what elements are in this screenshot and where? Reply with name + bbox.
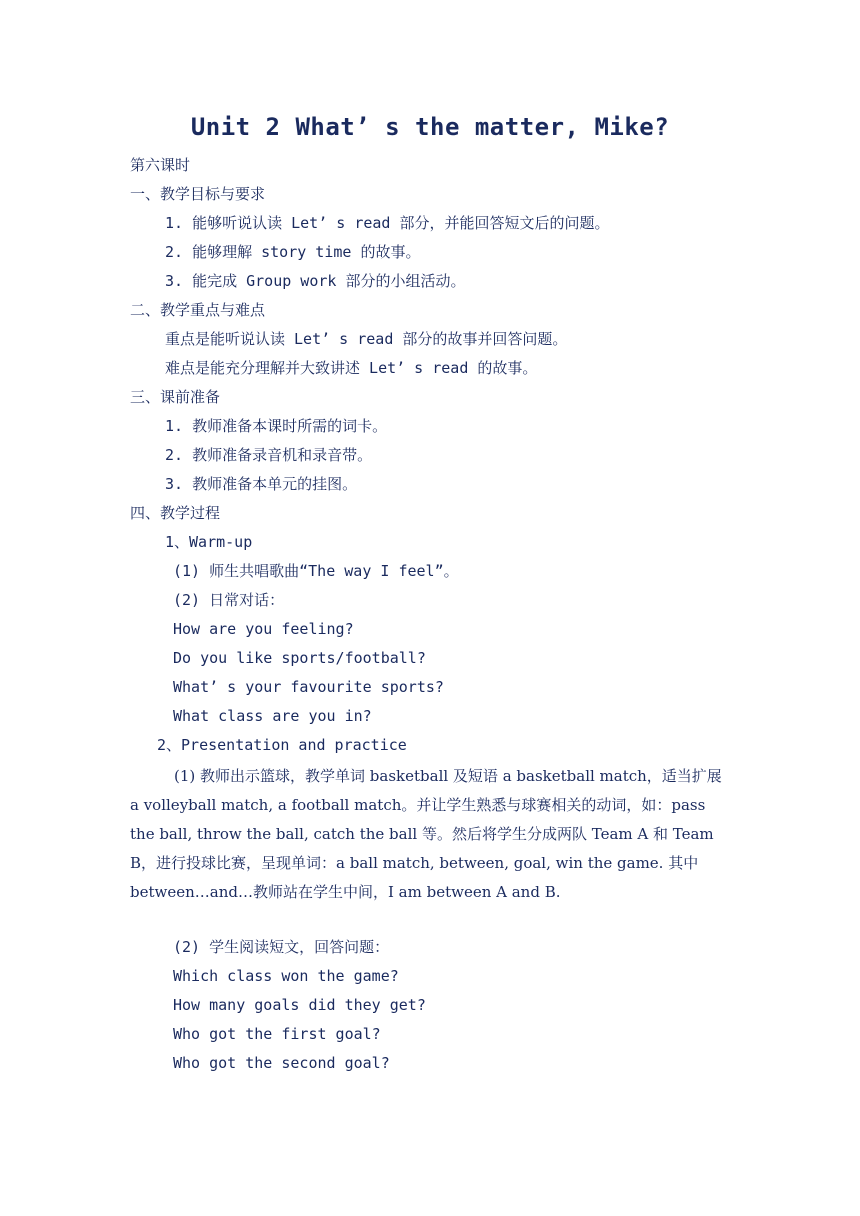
section-heading-process: 四、教学过程 [130, 504, 221, 522]
section-heading-key-points: 二、教学重点与难点 [130, 301, 266, 319]
warmup-dialogue-line: Do you like sports/football? [173, 649, 426, 667]
warmup-dialogue-line: How are you feeling? [173, 620, 354, 638]
reading-question: Who got the second goal? [173, 1054, 390, 1072]
warmup-dialogue-line: What’ s your favourite sports? [173, 678, 444, 696]
lesson-label: 第六课时 [130, 156, 191, 174]
presentation-paragraph: (1) 教师出示篮球，教学单词 basketball 及短语 a basketball match，适当扩展 a volleyball match, a football match。并让学生熟悉与球赛相关的动词，如：pass the ball, throw the ball, catch the ball 等。然后将学生分成两队 Team A 和 Team B，进行投球比赛，呈现单词：a ball match, between, goal, win the game. 其中 between…and…教师站在学生中间，I am between A and B. [130, 767, 722, 901]
key-point-item: 重点是能听说认读 Let’ s read 部分的故事并回答问题。 [165, 330, 568, 348]
subsection-heading-presentation: 2、Presentation and practice [157, 736, 407, 754]
subsection-heading-warmup: 1、Warm-up [165, 533, 253, 551]
preparation-item: 3. 教师准备本单元的挂图。 [165, 475, 358, 493]
warmup-item: (2) 日常对话： [173, 591, 285, 609]
reading-question: How many goals did they get? [173, 996, 426, 1014]
objective-item: 1. 能够听说认读 Let’ s read 部分，并能回答短文后的问题。 [165, 214, 610, 232]
key-point-item: 难点是能充分理解并大致讲述 Let’ s read 的故事。 [165, 359, 538, 377]
preparation-item: 1. 教师准备本课时所需的词卡。 [165, 417, 388, 435]
warmup-item: (1) 师生共唱歌曲“The way I feel”。 [173, 562, 459, 580]
objective-item: 3. 能完成 Group work 部分的小组活动。 [165, 272, 466, 290]
reading-question: Which class won the game? [173, 967, 399, 985]
section-heading-objectives: 一、教学目标与要求 [130, 185, 266, 203]
reading-question: Who got the first goal? [173, 1025, 381, 1043]
section-heading-preparation: 三、课前准备 [130, 388, 221, 406]
document-title: Unit 2 What’ s the matter, Mike? [190, 113, 670, 141]
warmup-dialogue-line: What class are you in? [173, 707, 372, 725]
preparation-item: 2. 教师准备录音机和录音带。 [165, 446, 373, 464]
objective-item: 2. 能够理解 story time 的故事。 [165, 243, 421, 261]
reading-instruction: (2) 学生阅读短文，回答问题： [173, 938, 390, 956]
